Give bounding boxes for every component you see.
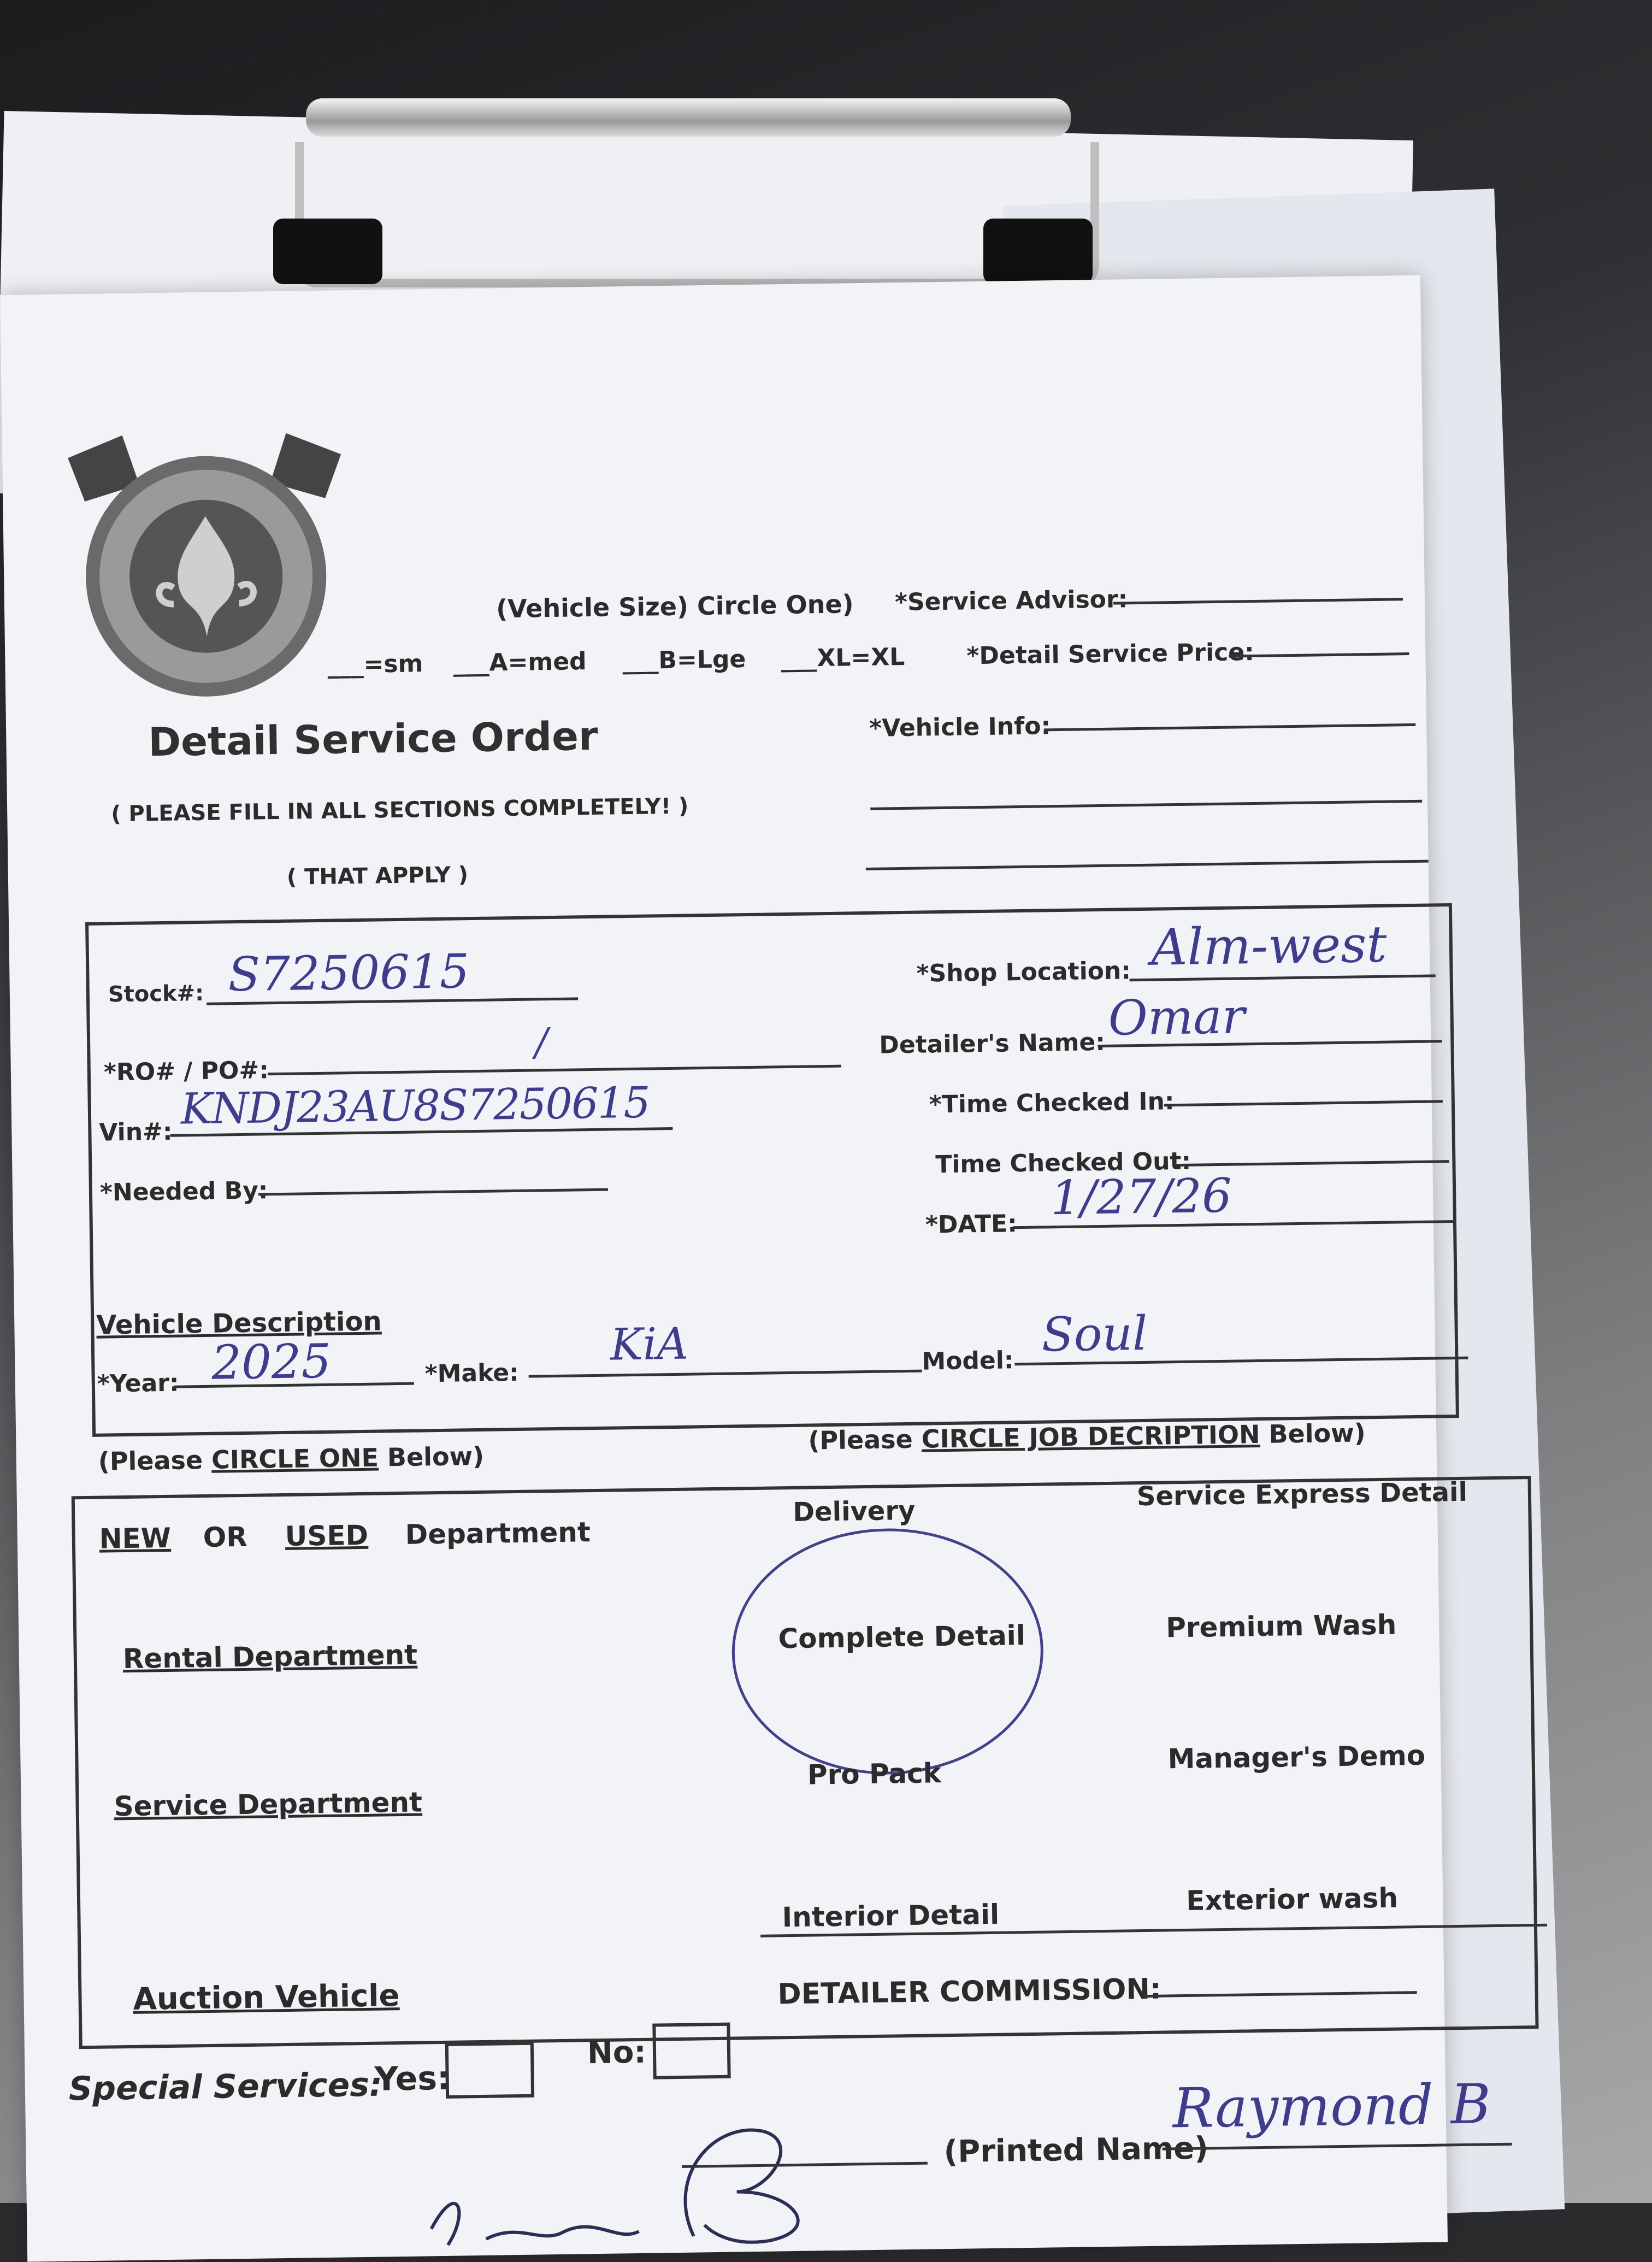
job-premium-wash[interactable]: Premium Wash <box>1165 1609 1397 1644</box>
victory-shine-logo <box>62 421 350 709</box>
detailer-name-value: Omar <box>1107 988 1246 1046</box>
yes-checkbox[interactable] <box>445 2042 534 2099</box>
department-text: Department <box>405 1516 591 1551</box>
shop-location-value: Alm-west <box>1150 915 1388 977</box>
circle-one-instruction: (Please CIRCLE ONE Below) <box>98 1441 485 1476</box>
printed-name-label: (Printed Name) <box>943 2130 1209 2170</box>
vehicle-description-heading: Vehicle Description <box>96 1306 382 1341</box>
date-value: 1/27/26 <box>1050 1168 1232 1226</box>
size-sm-option: ___=sm <box>327 650 423 679</box>
circle-job-instruction: (Please CIRCLE JOB DECRIPTION Below) <box>808 1418 1366 1456</box>
model-label: Model: <box>922 1346 1014 1376</box>
time-out-label: Time Checked Out: <box>935 1147 1191 1179</box>
ro-po-value: / <box>534 1020 548 1065</box>
vin-label: Vin#: <box>99 1117 173 1147</box>
instruction-fill-all: ( PLEASE FILL IN ALL SECTIONS COMPLETELY! ) <box>110 793 689 827</box>
job-interior-detail[interactable]: Interior Detail <box>782 1898 1000 1934</box>
signature-scribble <box>408 2096 901 2257</box>
stock-value: S7250615 <box>227 944 470 1003</box>
yes-label: Yes: <box>374 2059 451 2099</box>
job-delivery[interactable]: Delivery <box>792 1495 916 1528</box>
year-value: 2025 <box>211 1334 332 1391</box>
detail-service-order-sheet <box>0 275 1491 2262</box>
used-option[interactable]: USED <box>285 1519 369 1552</box>
instruction-that-apply: ( THAT APPLY ) <box>286 862 469 890</box>
stock-label: Stock#: <box>108 980 204 1008</box>
service-advisor-line[interactable] <box>1113 598 1403 604</box>
clipboard-foot-right <box>983 219 1093 284</box>
no-label: No: <box>587 2034 647 2071</box>
detail-price-label: *Detail Service Price: <box>966 638 1255 670</box>
job-pro-pack[interactable]: Pro Pack <box>807 1757 942 1791</box>
job-complete-detail[interactable]: Complete Detail <box>778 1619 1026 1655</box>
size-xl-option: ___XL=XL <box>781 643 905 673</box>
rental-department-option[interactable]: Rental Department <box>122 1639 418 1675</box>
detail-price-line[interactable] <box>1229 652 1409 658</box>
clipboard-clip-bar <box>306 98 1071 137</box>
make-value: KiA <box>610 1318 689 1370</box>
special-services-label: Special Services: <box>68 2065 383 2108</box>
detailer-name-label: Detailer's Name: <box>878 1028 1106 1059</box>
form-title: Detail Service Order <box>148 712 598 765</box>
size-lg-option: ___B=Lge <box>622 645 746 675</box>
ro-po-label: *RO# / PO#: <box>103 1056 269 1087</box>
or-text: OR <box>203 1521 248 1554</box>
model-value: Soul <box>1041 1306 1148 1363</box>
shop-location-label: *Shop Location: <box>916 957 1131 988</box>
vehicle-size-label: (Vehicle Size) Circle One) <box>495 589 854 624</box>
clipboard-wire <box>295 142 1099 287</box>
vehicle-info-label: *Vehicle Info: <box>869 712 1051 743</box>
clipboard-foot-left <box>273 219 382 284</box>
make-label: *Make: <box>424 1358 520 1388</box>
time-in-label: *Time Checked In: <box>929 1087 1175 1119</box>
year-label: *Year: <box>97 1369 179 1398</box>
new-option[interactable]: NEW <box>99 1522 172 1555</box>
detailer-commission-label: DETAILER COMMISSION: <box>777 1972 1162 2011</box>
vehicle-info-line-2[interactable] <box>870 800 1422 810</box>
job-exterior-wash[interactable]: Exterior wash <box>1185 1882 1399 1917</box>
size-med-option: ___A=med <box>453 647 587 678</box>
job-managers-demo[interactable]: Manager's Demo <box>1167 1739 1426 1775</box>
vehicle-info-line[interactable] <box>1044 723 1415 731</box>
vehicle-info-line-3[interactable] <box>866 860 1429 870</box>
job-service-express-detail[interactable]: Service Express Detail <box>1136 1476 1468 1512</box>
no-checkbox[interactable] <box>652 2023 730 2080</box>
auction-vehicle-option[interactable]: Auction Vehicle <box>133 1978 400 2017</box>
date-label: *DATE: <box>925 1210 1018 1239</box>
service-department-option[interactable]: Service Department <box>114 1786 423 1823</box>
needed-by-label: *Needed By: <box>99 1176 268 1207</box>
printed-name-value: Raymond B <box>1172 2072 1491 2141</box>
service-advisor-label: *Service Advisor: <box>894 585 1128 617</box>
vin-value: KNDJ23AU8S7250615 <box>180 1078 650 1134</box>
